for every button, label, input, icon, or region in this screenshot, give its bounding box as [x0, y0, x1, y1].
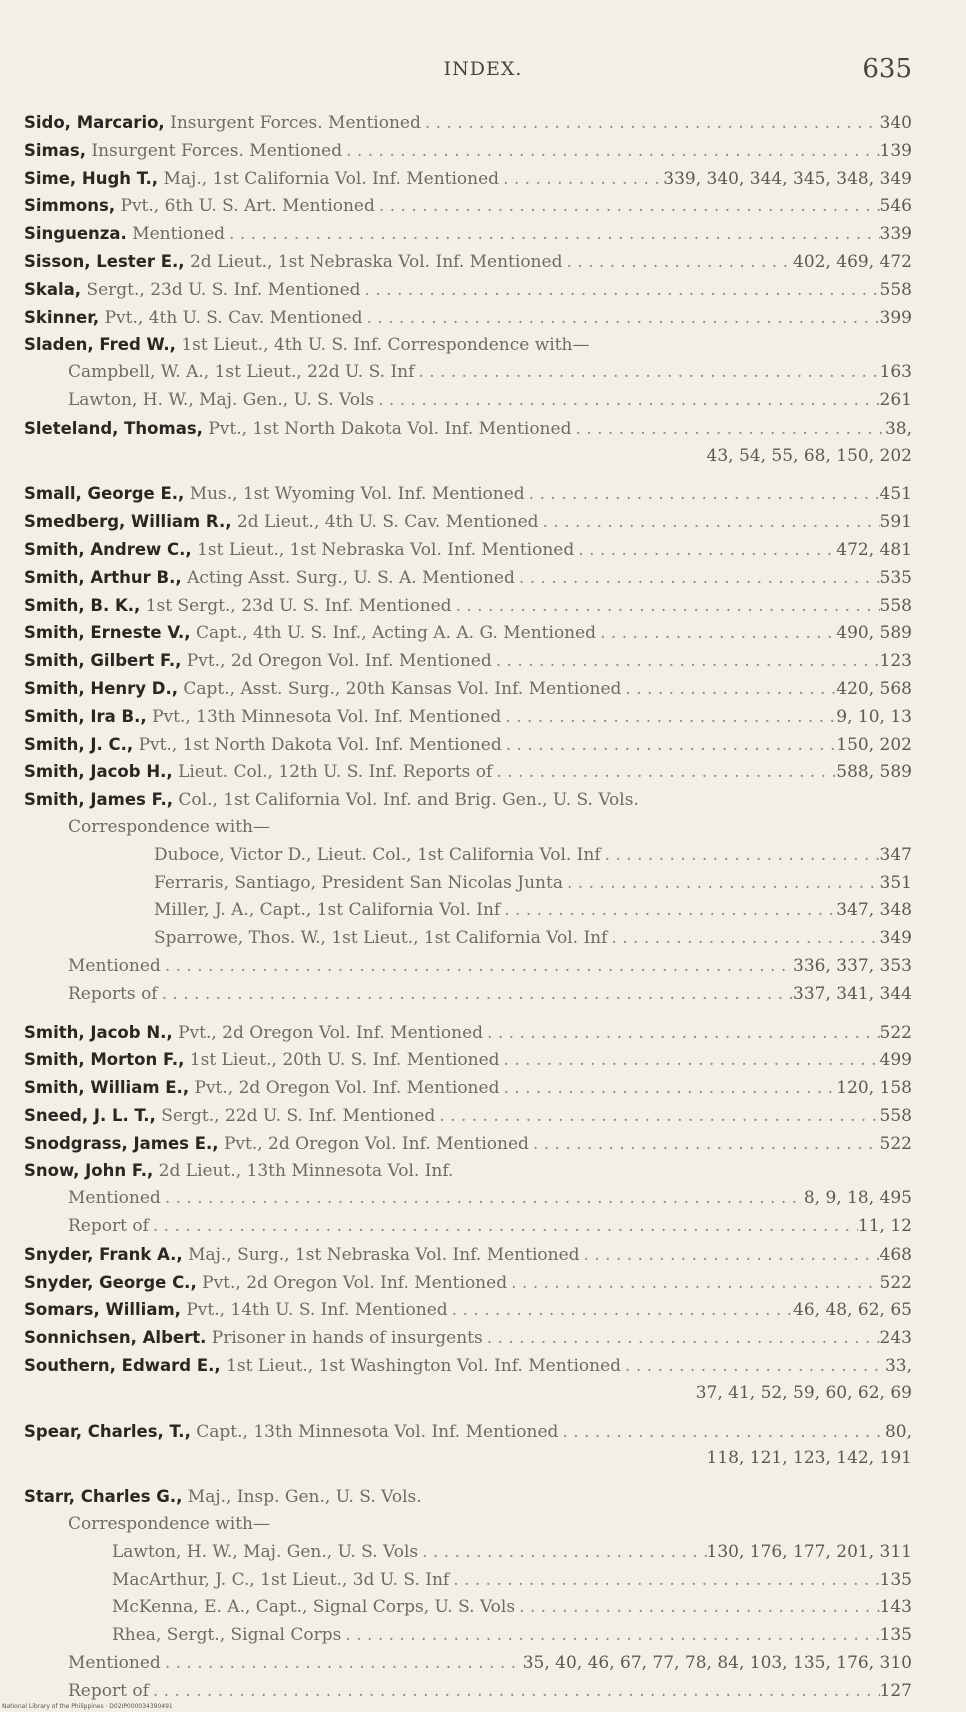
leader-dots — [500, 1047, 880, 1074]
index-entry — [24, 536, 912, 564]
leader-dots — [452, 593, 880, 620]
leader-dots — [161, 1185, 804, 1213]
index-entry — [24, 331, 912, 359]
entry-pages: 46, 48, 62, 65 — [793, 1300, 912, 1321]
entry-pages: 243 — [879, 1328, 912, 1349]
leader-dots — [161, 1650, 523, 1678]
index-entry — [24, 842, 912, 870]
index-entry — [24, 647, 912, 675]
entry-pages: 339, 340, 344, 345, 348, 349 — [663, 168, 912, 189]
index-entry — [24, 870, 912, 898]
index-entry — [24, 1019, 912, 1047]
index-entry — [24, 1046, 912, 1074]
entry-name: Smith, James F., — [24, 790, 173, 810]
entry-name: Sisson, Lester E., — [24, 251, 185, 271]
entry-description: Pvt., 1st North Dakota Vol. Inf. Mentioned — [138, 734, 502, 755]
entry-pages: 349 — [879, 928, 912, 949]
entry-pages: 558 — [879, 279, 912, 300]
index-entry — [24, 953, 912, 981]
index-entry — [24, 1650, 912, 1678]
index-entry — [24, 897, 912, 925]
index-entry — [24, 165, 912, 193]
leader-dots — [596, 620, 836, 647]
entry-pages: 347 — [879, 844, 912, 865]
entry-name: Smith, Ira B., — [24, 706, 147, 726]
index-entry — [24, 1185, 912, 1213]
leader-dots — [529, 1131, 880, 1158]
index-entry — [24, 1157, 912, 1185]
entry-name: Sladen, Fred W., — [24, 335, 176, 355]
subentry-description: Campbell, W. A., 1st Lieut., 22d U. S. Inf — [68, 362, 415, 383]
entry-pages: 339 — [879, 224, 912, 245]
index-entry — [24, 786, 912, 814]
entry-pages: 499 — [879, 1050, 912, 1071]
subentry-description: Miller, J. A., Capt., 1st California Vol. Inf — [154, 900, 501, 921]
entry-pages: 420, 568 — [836, 678, 912, 699]
entry-name: Smith, Jacob N., — [24, 1022, 173, 1042]
subentry-description: Rhea, Sergt., Signal Corps — [112, 1625, 342, 1646]
page-number: 635 — [862, 54, 912, 84]
entry-description: 2d Lieut., 1st Nebraska Vol. Inf. Mentioned — [189, 251, 563, 272]
page-header-title: INDEX. — [443, 58, 523, 80]
leader-dots — [341, 1622, 879, 1650]
leader-dots — [515, 565, 880, 592]
leader-dots — [414, 359, 879, 387]
entry-description: 2d Lieut., 4th U. S. Cav. Mentioned — [236, 512, 539, 533]
entry-pages: 135 — [879, 1625, 912, 1646]
leader-dots — [361, 277, 880, 304]
index-entry — [24, 731, 912, 759]
leader-dots — [515, 1594, 879, 1622]
leader-dots — [449, 1567, 879, 1595]
entry-name: Sonnichsen, Albert. — [24, 1328, 207, 1348]
index-entry — [24, 248, 912, 276]
index-entry — [24, 220, 912, 248]
index-entry — [24, 1324, 912, 1352]
entry-pages: 347, 348 — [836, 900, 912, 921]
entry-name: Spear, Charles, T., — [24, 1421, 191, 1441]
subentry-description: Lawton, H. W., Maj. Gen., U. S. Vols — [112, 1541, 419, 1562]
entry-name: Simmons, — [24, 196, 116, 216]
leader-dots — [149, 1213, 858, 1241]
entry-name: Smith, Jacob H., — [24, 762, 173, 782]
entry-name: Smith, Andrew C., — [24, 539, 192, 559]
leader-dots — [483, 1325, 880, 1352]
entry-name: Sido, Marcario, — [24, 113, 165, 132]
leader-dots — [225, 221, 880, 248]
leader-dots — [507, 1270, 879, 1297]
leader-dots — [342, 138, 879, 165]
entry-description: Pvt., 14th U. S. Inf. Mentioned — [186, 1300, 448, 1321]
index-entry — [24, 443, 912, 471]
leader-dots — [621, 676, 836, 703]
entry-pages: 558 — [879, 1105, 912, 1126]
index-entry — [24, 1483, 912, 1511]
leader-dots — [562, 249, 793, 276]
entry-description: Pvt., 2d Oregon Vol. Inf. Mentioned — [186, 651, 492, 672]
index-entry — [24, 1511, 912, 1539]
entry-description: Maj., 1st California Vol. Inf. Mentioned — [163, 168, 500, 189]
entry-name: Smith, Arthur B., — [24, 567, 182, 587]
entry-pages: 468 — [879, 1244, 912, 1265]
subentry-description: Mentioned — [68, 1188, 161, 1209]
subentry-description: Report of — [68, 1680, 149, 1701]
entry-pages-continued: 118, 121, 123, 142, 191 — [706, 1448, 912, 1469]
subentry-description: Lawton, H. W., Maj. Gen., U. S. Vols — [68, 389, 375, 410]
leader-dots — [574, 537, 836, 564]
leader-dots — [158, 981, 793, 1009]
leader-dots — [435, 1103, 879, 1130]
index-entry — [24, 1678, 912, 1706]
entry-description: 1st Lieut., 1st Washington Vol. Inf. Mentioned — [226, 1356, 622, 1377]
entry-description: 1st Lieut., 4th U. S. Inf. Correspondence with— — [181, 335, 590, 356]
entry-description: Capt., Asst. Surg., 20th Kansas Vol. Inf. Mentioned — [183, 678, 622, 699]
entry-pages-continued: 37, 41, 52, 59, 60, 62, 69 — [695, 1382, 912, 1403]
entry-name: Smith, William E., — [24, 1078, 190, 1098]
index-entry — [24, 1445, 912, 1473]
entry-name: Sleteland, Thomas, — [24, 418, 203, 438]
index-entry — [24, 192, 912, 220]
entry-description: 2d Lieut., 13th Minnesota Vol. Inf. — [158, 1161, 454, 1182]
entry-description: Maj., Insp. Gen., U. S. Vols. — [187, 1487, 422, 1508]
entry-name: Starr, Charles G., — [24, 1487, 183, 1507]
entry-name: Skala, — [24, 279, 82, 299]
leader-dots — [492, 648, 880, 675]
index-entry — [24, 703, 912, 731]
entry-description: Pvt., 4th U. S. Cav. Mentioned — [104, 307, 363, 328]
index-entry — [24, 619, 912, 647]
leader-dots — [601, 842, 880, 870]
entry-description: Pvt., 2d Oregon Vol. Inf. Mentioned — [223, 1133, 529, 1154]
entry-name: Snodgrass, James E., — [24, 1133, 219, 1153]
subentry-description: Duboce, Victor D., Lieut. Col., 1st California Vol. Inf — [154, 844, 601, 865]
entry-pages: 123 — [879, 651, 912, 672]
entry-name: Simas, — [24, 140, 86, 160]
entry-name: Small, George E., — [24, 484, 185, 504]
leader-dots — [483, 1020, 880, 1047]
index-entry — [24, 1074, 912, 1102]
entry-name: Smith, Henry D., — [24, 678, 178, 698]
entry-pages: 522 — [879, 1022, 912, 1043]
entry-description: Sergt., 22d U. S. Inf. Mentioned — [161, 1105, 436, 1126]
entry-description: Pvt., 2d Oregon Vol. Inf. Mentioned — [178, 1022, 484, 1043]
entry-name: Smith, Erneste V., — [24, 623, 191, 643]
index-entry — [24, 387, 912, 415]
index-entry — [24, 592, 912, 620]
index-entries — [24, 109, 912, 1706]
entry-pages: 591 — [879, 512, 912, 533]
entry-pages: 535 — [879, 567, 912, 588]
leader-dots — [502, 732, 837, 759]
entry-pages: 336, 337, 353 — [793, 955, 912, 976]
leader-dots — [362, 305, 879, 332]
entry-name: Smith, Gilbert F., — [24, 651, 182, 671]
entry-name: Singuenza. — [24, 224, 127, 244]
index-entry — [24, 1567, 912, 1595]
entry-pages: 522 — [879, 1272, 912, 1293]
entry-name: Somars, William, — [24, 1300, 181, 1320]
entry-pages: 588, 589 — [836, 762, 912, 783]
subentry-description: Correspondence with— — [68, 816, 270, 837]
entry-pages: 522 — [879, 1133, 912, 1154]
entry-description: Insurgent Forces. Mentioned — [91, 140, 343, 161]
entry-description: 1st Lieut., 20th U. S. Inf. Mentioned — [189, 1050, 500, 1071]
index-entry — [24, 508, 912, 536]
index-entry — [24, 137, 912, 165]
entry-description: Maj., Surg., 1st Nebraska Vol. Inf. Mentioned — [188, 1244, 580, 1265]
entry-pages: 120, 158 — [836, 1078, 912, 1099]
entry-name: Sneed, J. L. T., — [24, 1105, 156, 1125]
entry-name: Smedberg, William R., — [24, 512, 232, 532]
entry-name: Snyder, Frank A., — [24, 1244, 183, 1264]
entry-description: Capt., 4th U. S. Inf., Acting A. A. G. Mentioned — [195, 623, 597, 644]
leader-dots — [558, 1419, 885, 1446]
entry-description: Mentioned — [132, 224, 226, 245]
leader-dots — [375, 193, 880, 220]
entry-pages: 35, 40, 46, 67, 77, 78, 84, 103, 135, 176, 310 — [522, 1653, 912, 1674]
entry-name: Smith, B. K., — [24, 595, 141, 615]
entry-description: Lieut. Col., 12th U. S. Inf. Reports of — [178, 762, 493, 783]
entry-pages: 9, 10, 13 — [836, 706, 912, 727]
index-entry — [24, 109, 912, 137]
entry-description: Pvt., 6th U. S. Art. Mentioned — [120, 196, 375, 217]
leader-dots — [563, 870, 880, 898]
entry-pages: 11, 12 — [857, 1216, 912, 1237]
index-entry — [24, 415, 912, 443]
subentry-description: McKenna, E. A., Capt., Signal Corps, U. S. Vols — [112, 1597, 516, 1618]
leader-dots — [621, 1353, 885, 1380]
entry-pages: 490, 589 — [836, 623, 912, 644]
index-entry — [24, 1130, 912, 1158]
subentry-description: Correspondence with— — [68, 1514, 270, 1535]
index-entry — [24, 276, 912, 304]
entry-pages: 546 — [879, 196, 912, 217]
entry-pages: 351 — [879, 872, 912, 893]
index-entry — [24, 1102, 912, 1130]
entry-description: 1st Sergt., 23d U. S. Inf. Mentioned — [145, 595, 452, 616]
index-entry — [24, 1594, 912, 1622]
entry-description: Mus., 1st Wyoming Vol. Inf. Mentioned — [189, 484, 525, 505]
entry-description: Acting Asst. Surg., U. S. A. Mentioned — [187, 567, 515, 588]
leader-dots — [448, 1297, 793, 1324]
index-entry — [24, 1269, 912, 1297]
subentry-description: Sparrowe, Thos. W., 1st Lieut., 1st California Vol. Inf — [154, 928, 608, 949]
index-entry — [24, 359, 912, 387]
leader-dots — [149, 1678, 880, 1706]
entry-description: Prisoner in hands of insurgents — [211, 1328, 483, 1349]
index-entry — [24, 480, 912, 508]
entry-name: Sime, Hugh T., — [24, 168, 159, 188]
entry-pages: 80, — [884, 1421, 912, 1442]
entry-pages: 8, 9, 18, 495 — [803, 1188, 912, 1209]
entry-description: Capt., 13th Minnesota Vol. Inf. Mentioned — [196, 1421, 559, 1442]
subentry-description: Reports of — [68, 983, 158, 1004]
subentry-description: MacArthur, J. C., 1st Lieut., 3d U. S. Inf — [112, 1569, 450, 1590]
index-entry — [24, 1241, 912, 1269]
index-entry — [24, 1213, 912, 1241]
index-entry — [24, 925, 912, 953]
entry-pages: 130, 176, 177, 201, 311 — [706, 1541, 912, 1562]
entry-pages: 261 — [879, 389, 912, 410]
entry-name: Smith, Morton F., — [24, 1050, 185, 1070]
entry-description: Pvt., 2d Oregon Vol. Inf. Mentioned — [202, 1272, 508, 1293]
entry-description: Pvt., 1st North Dakota Vol. Inf. Mentioned — [208, 418, 572, 439]
leader-dots — [421, 110, 880, 137]
entry-name: Smith, J. C., — [24, 734, 134, 754]
leader-dots — [571, 416, 885, 443]
index-entry — [24, 1622, 912, 1650]
leader-dots — [418, 1539, 706, 1567]
entry-pages: 337, 341, 344 — [793, 983, 912, 1004]
entry-name: Snow, John F., — [24, 1161, 154, 1181]
entry-pages: 472, 481 — [836, 539, 912, 560]
index-entry — [24, 758, 912, 786]
entry-name: Southern, Edward E., — [24, 1356, 221, 1376]
subentry-description: Mentioned — [68, 955, 161, 976]
leader-dots — [501, 704, 836, 731]
entry-pages: 402, 469, 472 — [793, 251, 912, 272]
leader-dots — [499, 1075, 836, 1102]
entry-description: Col., 1st California Vol. Inf. and Brig. Gen., U. S. Vols. — [178, 790, 639, 811]
entry-pages: 38, — [884, 418, 912, 439]
index-entry — [24, 304, 912, 332]
entry-description: Sergt., 23d U. S. Inf. Mentioned — [86, 279, 361, 300]
index-entry — [24, 1296, 912, 1324]
index-entry — [24, 675, 912, 703]
entry-pages: 150, 202 — [836, 734, 912, 755]
index-entry — [24, 814, 912, 842]
entry-name: Snyder, George C., — [24, 1272, 197, 1292]
subentry-description: Ferraris, Santiago, President San Nicolas Junta — [154, 872, 563, 893]
entry-pages: 33, — [884, 1356, 912, 1377]
leader-dots — [161, 953, 793, 981]
entry-description: Pvt., 13th Minnesota Vol. Inf. Mentioned — [152, 706, 502, 727]
leader-dots — [499, 166, 663, 193]
index-entry — [24, 1418, 912, 1446]
leader-dots — [374, 387, 879, 415]
entry-pages: 340 — [879, 113, 912, 133]
index-entry — [24, 564, 912, 592]
entry-description: Pvt., 2d Oregon Vol. Inf. Mentioned — [194, 1078, 500, 1099]
entry-pages: 163 — [879, 362, 912, 383]
entry-pages: 139 — [879, 140, 912, 161]
index-entry — [24, 981, 912, 1009]
leader-dots — [525, 481, 880, 508]
entry-pages: 399 — [879, 307, 912, 328]
index-entry — [24, 1539, 912, 1567]
leader-dots — [539, 509, 880, 536]
entry-pages: 558 — [879, 595, 912, 616]
leader-dots — [492, 759, 836, 786]
entry-pages: 143 — [879, 1597, 912, 1618]
entry-pages-continued: 43, 54, 55, 68, 150, 202 — [706, 445, 912, 466]
index-entry — [24, 1380, 912, 1408]
leader-dots — [607, 925, 879, 953]
entry-description: 1st Lieut., 1st Nebraska Vol. Inf. Mentioned — [197, 539, 575, 560]
subentry-description: Report of — [68, 1216, 149, 1237]
entry-name: Skinner, — [24, 307, 100, 327]
subentry-description: Mentioned — [68, 1653, 161, 1674]
entry-pages: 451 — [879, 484, 912, 505]
index-entry — [24, 1352, 912, 1380]
entry-description: Insurgent Forces. Mentioned — [170, 113, 421, 133]
scan-footer: National Library of the Philippines · D02IP000034390491 — [2, 1703, 173, 1710]
entry-pages: 135 — [879, 1569, 912, 1590]
leader-dots — [500, 897, 836, 925]
leader-dots — [580, 1242, 880, 1269]
entry-pages: 127 — [879, 1680, 912, 1701]
